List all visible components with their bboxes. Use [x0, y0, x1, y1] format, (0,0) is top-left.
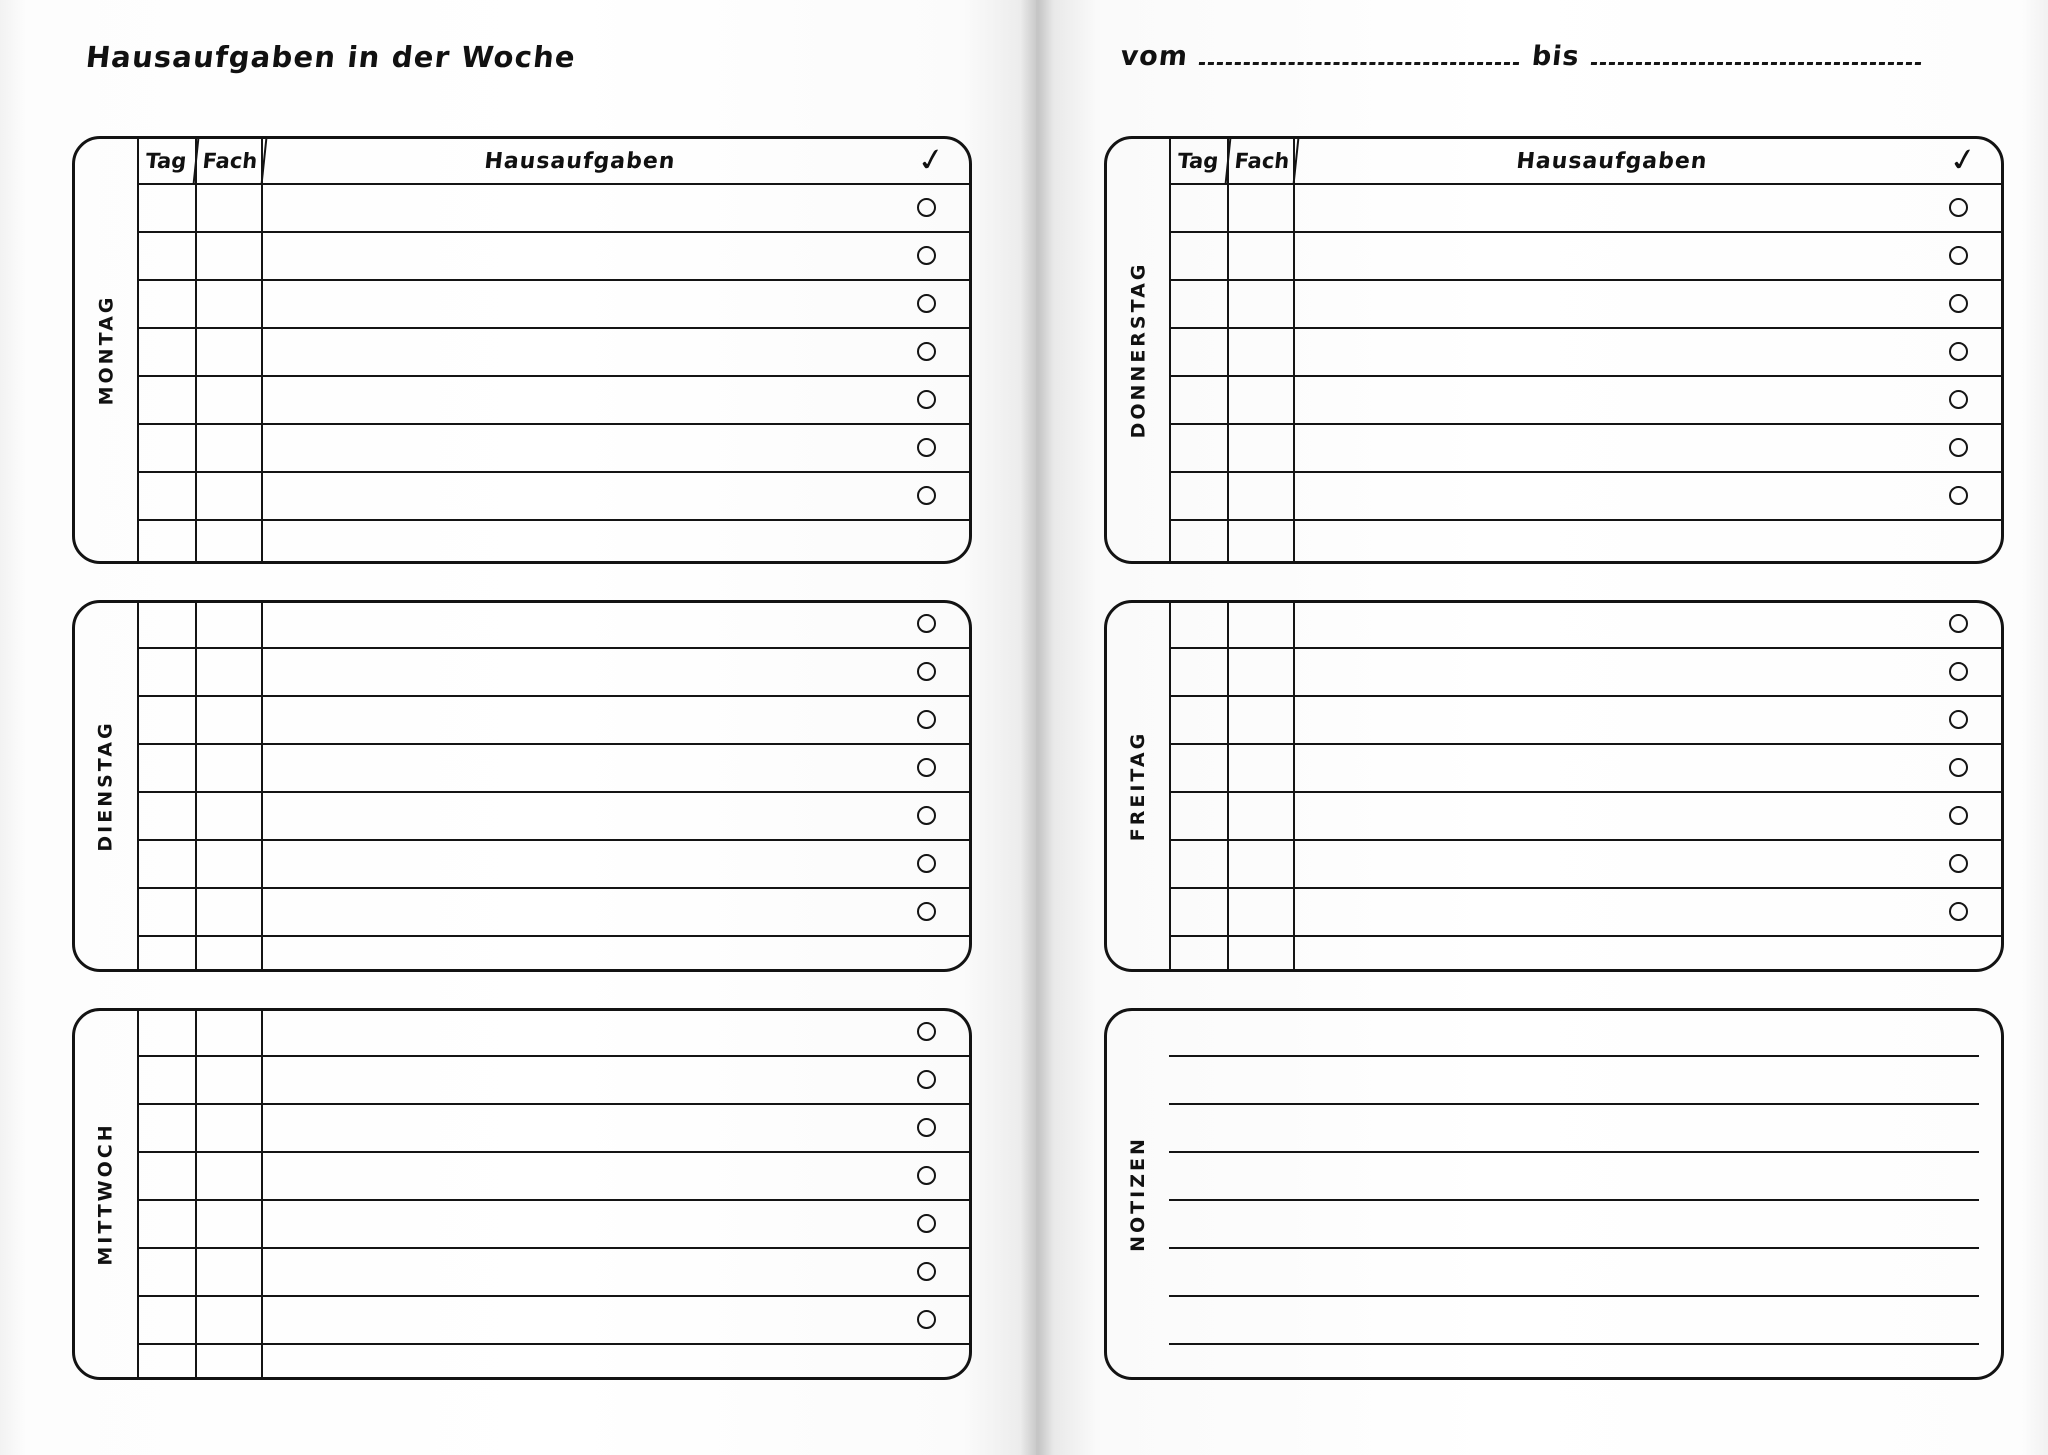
checkbox-column-dienstag [895, 603, 969, 969]
writing-lines-mittwoch [137, 1011, 969, 1377]
writing-line[interactable] [137, 1295, 969, 1297]
done-checkbox[interactable] [1949, 390, 1968, 409]
homework-card-dienstag [72, 600, 972, 972]
done-checkbox[interactable] [917, 1262, 936, 1281]
day-label-dienstag: DIENSTAG [95, 720, 118, 852]
homework-card-freitag [1104, 600, 2004, 972]
writing-line[interactable] [1169, 1103, 1979, 1105]
done-checkbox[interactable] [1949, 614, 1968, 633]
page-title: Hausaufgaben in der Woche [84, 40, 578, 74]
writing-line[interactable] [1169, 1247, 1979, 1249]
done-checkbox[interactable] [917, 246, 936, 265]
done-checkbox[interactable] [1949, 806, 1968, 825]
writing-line[interactable] [137, 1055, 969, 1057]
done-checkbox[interactable] [917, 486, 936, 505]
writing-line[interactable] [137, 1151, 969, 1153]
writing-line[interactable] [1169, 695, 2001, 697]
done-checkbox[interactable] [1949, 438, 1968, 457]
writing-line[interactable] [137, 1199, 969, 1201]
writing-line[interactable] [137, 743, 969, 745]
writing-line[interactable] [1169, 519, 2001, 521]
writing-line[interactable] [137, 1103, 969, 1105]
writing-lines-notizen [1169, 1011, 1979, 1377]
check-icon: ✓ [914, 140, 950, 181]
done-checkbox[interactable] [917, 198, 936, 217]
writing-line[interactable] [137, 887, 969, 889]
writing-line[interactable] [137, 231, 969, 233]
writing-line[interactable] [1169, 231, 2001, 233]
done-checkbox[interactable] [917, 806, 936, 825]
done-checkbox[interactable] [917, 342, 936, 361]
writing-line[interactable] [1169, 1199, 1979, 1201]
done-checkbox[interactable] [917, 294, 936, 313]
writing-line[interactable] [137, 839, 969, 841]
done-checkbox[interactable] [917, 1070, 936, 1089]
writing-line[interactable] [1169, 887, 2001, 889]
date-from-input[interactable] [1199, 40, 1522, 65]
done-checkbox[interactable] [917, 1022, 936, 1041]
done-checkbox[interactable] [1949, 198, 1968, 217]
writing-line[interactable] [137, 471, 969, 473]
date-range-row [1118, 40, 1993, 86]
notes-label: NOTIZEN [1127, 1136, 1149, 1252]
writing-line[interactable] [137, 375, 969, 377]
homework-card-donnerstag [1104, 136, 2004, 564]
writing-line[interactable] [137, 423, 969, 425]
done-checkbox[interactable] [1949, 902, 1968, 921]
done-checkbox[interactable] [917, 662, 936, 681]
writing-line[interactable] [1169, 1151, 1979, 1153]
homework-card-mittwoch [72, 1008, 972, 1380]
writing-lines-montag [137, 139, 969, 561]
done-checkbox[interactable] [917, 1214, 936, 1233]
done-checkbox[interactable] [917, 438, 936, 457]
writing-lines-dienstag [137, 603, 969, 969]
writing-line[interactable] [137, 647, 969, 649]
writing-line[interactable] [137, 279, 969, 281]
writing-line[interactable] [137, 519, 969, 521]
done-checkbox[interactable] [917, 390, 936, 409]
writing-line[interactable] [1169, 647, 2001, 649]
done-checkbox[interactable] [1949, 758, 1968, 777]
done-checkbox[interactable] [917, 710, 936, 729]
column-header-hausaufgaben: Hausaufgaben [1515, 148, 1709, 174]
writing-line[interactable] [137, 1247, 969, 1249]
notes-card [1104, 1008, 2004, 1380]
done-checkbox[interactable] [1949, 854, 1968, 873]
checkbox-column-freitag [1927, 603, 2001, 969]
checkbox-column-montag [895, 139, 969, 561]
writing-line[interactable] [1169, 791, 2001, 793]
done-checkbox[interactable] [917, 614, 936, 633]
column-header-tag: Tag [144, 149, 188, 173]
checkbox-column-mittwoch [895, 1011, 969, 1377]
date-to-label: bis [1530, 41, 1582, 72]
done-checkbox[interactable] [1949, 662, 1968, 681]
done-checkbox[interactable] [917, 902, 936, 921]
writing-lines-freitag [1169, 603, 2001, 969]
writing-line[interactable] [1169, 423, 2001, 425]
check-icon: ✓ [1946, 140, 1982, 181]
column-header-hausaufgaben: Hausaufgaben [483, 148, 677, 174]
column-header-tag: Tag [1176, 149, 1220, 173]
writing-line[interactable] [1169, 839, 2001, 841]
homework-card-montag [72, 136, 972, 564]
day-label-donnerstag: DONNERSTAG [1127, 261, 1149, 439]
writing-line[interactable] [1169, 1343, 1979, 1345]
done-checkbox[interactable] [1949, 342, 1968, 361]
writing-line[interactable] [137, 695, 969, 697]
writing-line[interactable] [1169, 327, 2001, 329]
date-from-label: vom [1119, 41, 1190, 72]
writing-line[interactable] [1169, 743, 2001, 745]
writing-line[interactable] [1169, 1055, 1979, 1057]
done-checkbox[interactable] [917, 1166, 936, 1185]
done-checkbox[interactable] [1949, 486, 1968, 505]
writing-line[interactable] [1169, 471, 2001, 473]
done-checkbox[interactable] [1949, 246, 1968, 265]
writing-line[interactable] [137, 327, 969, 329]
column-header-fach: Fach [1225, 139, 1300, 183]
done-checkbox[interactable] [917, 1310, 936, 1329]
done-checkbox[interactable] [1949, 710, 1968, 729]
writing-lines-donnerstag [1169, 139, 2001, 561]
day-label-freitag: FREITAG [1127, 730, 1150, 842]
writing-line[interactable] [1169, 1295, 1979, 1297]
writing-line[interactable] [137, 791, 969, 793]
writing-line[interactable] [137, 935, 969, 937]
day-label-mittwoch: MITTWOCH [95, 1122, 118, 1266]
book-spine-shadow [1020, 0, 1054, 1455]
column-header-fach: Fach [193, 139, 268, 183]
checkbox-column-donnerstag [1927, 139, 2001, 561]
done-checkbox[interactable] [917, 1118, 936, 1137]
writing-line[interactable] [1169, 375, 2001, 377]
day-label-montag: MONTAG [95, 294, 117, 406]
writing-line[interactable] [137, 1343, 969, 1345]
done-checkbox[interactable] [917, 854, 936, 873]
done-checkbox[interactable] [917, 758, 936, 777]
done-checkbox[interactable] [1949, 294, 1968, 313]
writing-line[interactable] [1169, 935, 2001, 937]
writing-line[interactable] [1169, 279, 2001, 281]
date-to-input[interactable] [1591, 40, 1924, 65]
